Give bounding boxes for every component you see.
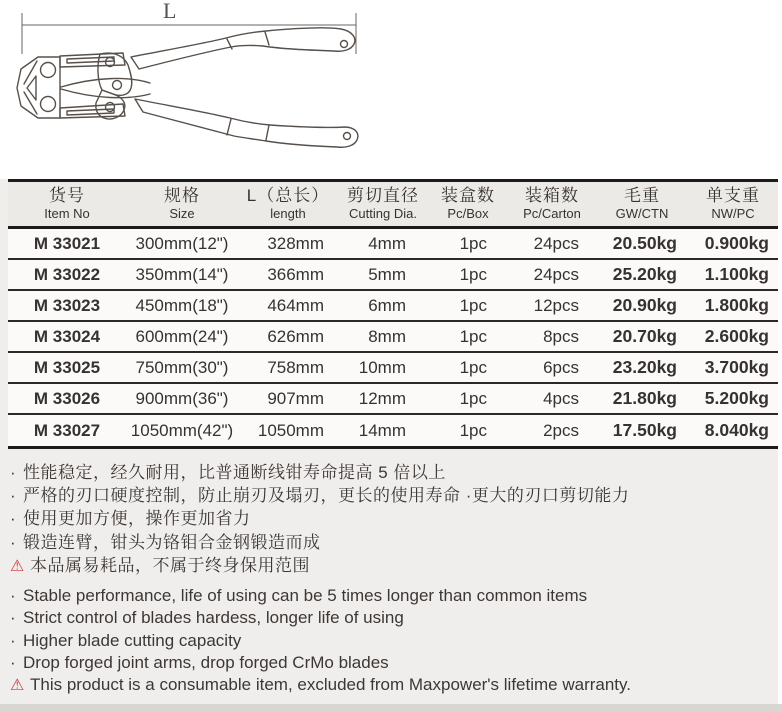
- note-line: [10, 484, 629, 507]
- item-no-cell: M 33021: [33, 233, 101, 253]
- product-drawing: [0, 0, 782, 179]
- pc-carton-cell: 24pcs: [533, 264, 579, 284]
- cutting-dia-cell: 8mm: [368, 326, 406, 346]
- item-no-cell: M 33023: [33, 295, 101, 315]
- size-cell: 600mm(24"): [135, 326, 229, 346]
- gw-cell: 20.70kg: [612, 326, 677, 346]
- size-cell: 450mm(18"): [135, 295, 229, 315]
- bullet-icon: ·: [10, 608, 16, 628]
- pc-carton-cell: 12pcs: [533, 295, 579, 315]
- length-cell: 758mm: [267, 357, 324, 377]
- cutting-dia-cell: 5mm: [368, 264, 406, 284]
- size-cell: 750mm(30"): [135, 357, 229, 377]
- note-text: 本品属易耗品，不属于终身保用范围: [30, 555, 310, 575]
- item-no-cell: M 33026: [33, 388, 101, 408]
- col-header-nw: 单支重 NW/PC: [706, 186, 760, 221]
- note-line: [10, 585, 631, 607]
- gw-cell: 25.20kg: [612, 264, 677, 284]
- note-text: Higher blade cutting capacity: [23, 630, 242, 650]
- note-line: [10, 607, 631, 629]
- table-row: [8, 291, 778, 322]
- table-row: [8, 260, 778, 291]
- size-cell: 350mm(14"): [135, 264, 229, 284]
- nw-cell: 3.700kg: [704, 357, 769, 377]
- notes-english: [10, 585, 631, 696]
- cutting-dia-cell: 6mm: [368, 295, 406, 315]
- col-header-size: 规格 Size: [164, 186, 200, 221]
- length-cell: 907mm: [267, 388, 324, 408]
- pc-box-cell: 1pc: [459, 388, 487, 408]
- dimension-line: [22, 13, 356, 54]
- notes-chinese: [10, 461, 629, 577]
- cutting-dia-cell: 14mm: [358, 420, 406, 440]
- length-cell: 626mm: [267, 326, 324, 346]
- pc-box-cell: 1pc: [459, 326, 487, 346]
- cutting-dia-cell: 12mm: [358, 388, 406, 408]
- size-cell: 300mm(12"): [135, 233, 229, 253]
- table-header-row: [8, 182, 778, 229]
- gw-cell: 21.80kg: [612, 388, 677, 408]
- gw-cell: 20.90kg: [612, 295, 677, 315]
- size-cell: 900mm(36"): [135, 388, 229, 408]
- pc-box-cell: 1pc: [459, 357, 487, 377]
- content-panel: [0, 179, 778, 712]
- col-header-pc-carton: 装箱数 Pc/Carton: [523, 186, 581, 221]
- table-row: [8, 353, 778, 384]
- note-text: 使用更加方便，操作更加省力: [23, 509, 251, 529]
- bullet-icon: ·: [10, 652, 16, 672]
- nw-cell: 0.900kg: [704, 233, 769, 253]
- pc-box-cell: 1pc: [459, 295, 487, 315]
- cutting-dia-cell: 4mm: [368, 233, 406, 253]
- pc-box-cell: 1pc: [459, 264, 487, 284]
- table-row: [8, 384, 778, 415]
- note-text: Stable performance, life of using can be 5 times longer than common items: [23, 586, 588, 605]
- warning-icon: ⚠: [10, 675, 25, 695]
- nw-cell: 8.040kg: [704, 420, 769, 440]
- pc-carton-cell: 2pcs: [543, 420, 579, 440]
- col-header-cutting-dia: 剪切直径 Cutting Dia.: [347, 186, 419, 221]
- pc-box-cell: 1pc: [459, 420, 487, 440]
- note-line-warning: [10, 674, 631, 696]
- note-text: 严格的刃口硬度控制，防止崩刃及塌刃，更长的使用寿命 ·更大的刃口剪切能力: [23, 486, 630, 506]
- note-text: This product is a consumable item, excluded from Maxpower's lifetime warranty.: [30, 675, 631, 695]
- note-line: [10, 507, 629, 530]
- col-header-item-no: 货号 Item No: [44, 186, 90, 221]
- pc-carton-cell: 24pcs: [533, 233, 579, 253]
- table-row: [8, 322, 778, 353]
- bullet-icon: ·: [10, 486, 17, 506]
- length-cell: 366mm: [267, 264, 324, 284]
- col-header-length: L（总长） length: [246, 186, 330, 221]
- gw-cell: 17.50kg: [612, 420, 677, 440]
- item-no-cell: M 33025: [33, 357, 101, 377]
- pc-box-cell: 1pc: [459, 233, 487, 253]
- pc-carton-cell: 6pcs: [543, 357, 579, 377]
- nw-cell: 1.100kg: [704, 264, 769, 284]
- size-cell: 1050mm(42"): [130, 420, 234, 440]
- table-row: [8, 415, 778, 446]
- col-header-pc-box: 装盒数 Pc/Box: [441, 186, 495, 221]
- nw-cell: 2.600kg: [704, 326, 769, 346]
- note-line: [10, 652, 631, 674]
- bullet-icon: ·: [10, 509, 17, 529]
- col-header-gw: 毛重 GW/CTN: [615, 186, 669, 221]
- bullet-icon: ·: [10, 463, 17, 482]
- item-no-cell: M 33024: [33, 326, 101, 346]
- item-no-cell: M 33022: [33, 264, 101, 284]
- pc-carton-cell: 4pcs: [543, 388, 579, 408]
- bullet-icon: ·: [10, 630, 16, 650]
- bolt-cutter-outline: [17, 28, 358, 147]
- item-no-cell: M 33027: [33, 420, 101, 440]
- gw-cell: 20.50kg: [612, 233, 677, 253]
- gw-cell: 23.20kg: [612, 357, 677, 377]
- warning-icon: ⚠: [10, 555, 25, 575]
- cutting-dia-cell: 10mm: [358, 357, 406, 377]
- bolt-cutter-illustration: [0, 0, 782, 179]
- pc-carton-cell: 8pcs: [543, 326, 579, 346]
- note-text: 锻造连臂，钳头为铬钼合金钢锻造而成: [23, 532, 321, 552]
- note-text: Drop forged joint arms, drop forged CrMo blades: [23, 652, 389, 672]
- table-row: [8, 229, 778, 260]
- nw-cell: 5.200kg: [704, 388, 769, 408]
- nw-cell: 1.800kg: [704, 295, 769, 315]
- note-line: [10, 531, 629, 554]
- note-text: Strict control of blades hardess, longer life of using: [23, 608, 404, 628]
- dimension-label: L: [163, 0, 177, 23]
- note-line: [10, 461, 629, 484]
- spec-table: [8, 179, 778, 449]
- note-text: 性能稳定，经久耐用，比普通断线钳寿命提高 5 倍以上: [23, 463, 446, 482]
- length-cell: 328mm: [267, 233, 324, 253]
- page-bottom-edge: [0, 704, 782, 712]
- length-cell: 464mm: [267, 295, 324, 315]
- bullet-icon: ·: [10, 586, 16, 605]
- bullet-icon: ·: [10, 532, 17, 552]
- note-line-warning: [10, 554, 629, 577]
- note-line: [10, 630, 631, 652]
- length-cell: 1050mm: [257, 420, 324, 440]
